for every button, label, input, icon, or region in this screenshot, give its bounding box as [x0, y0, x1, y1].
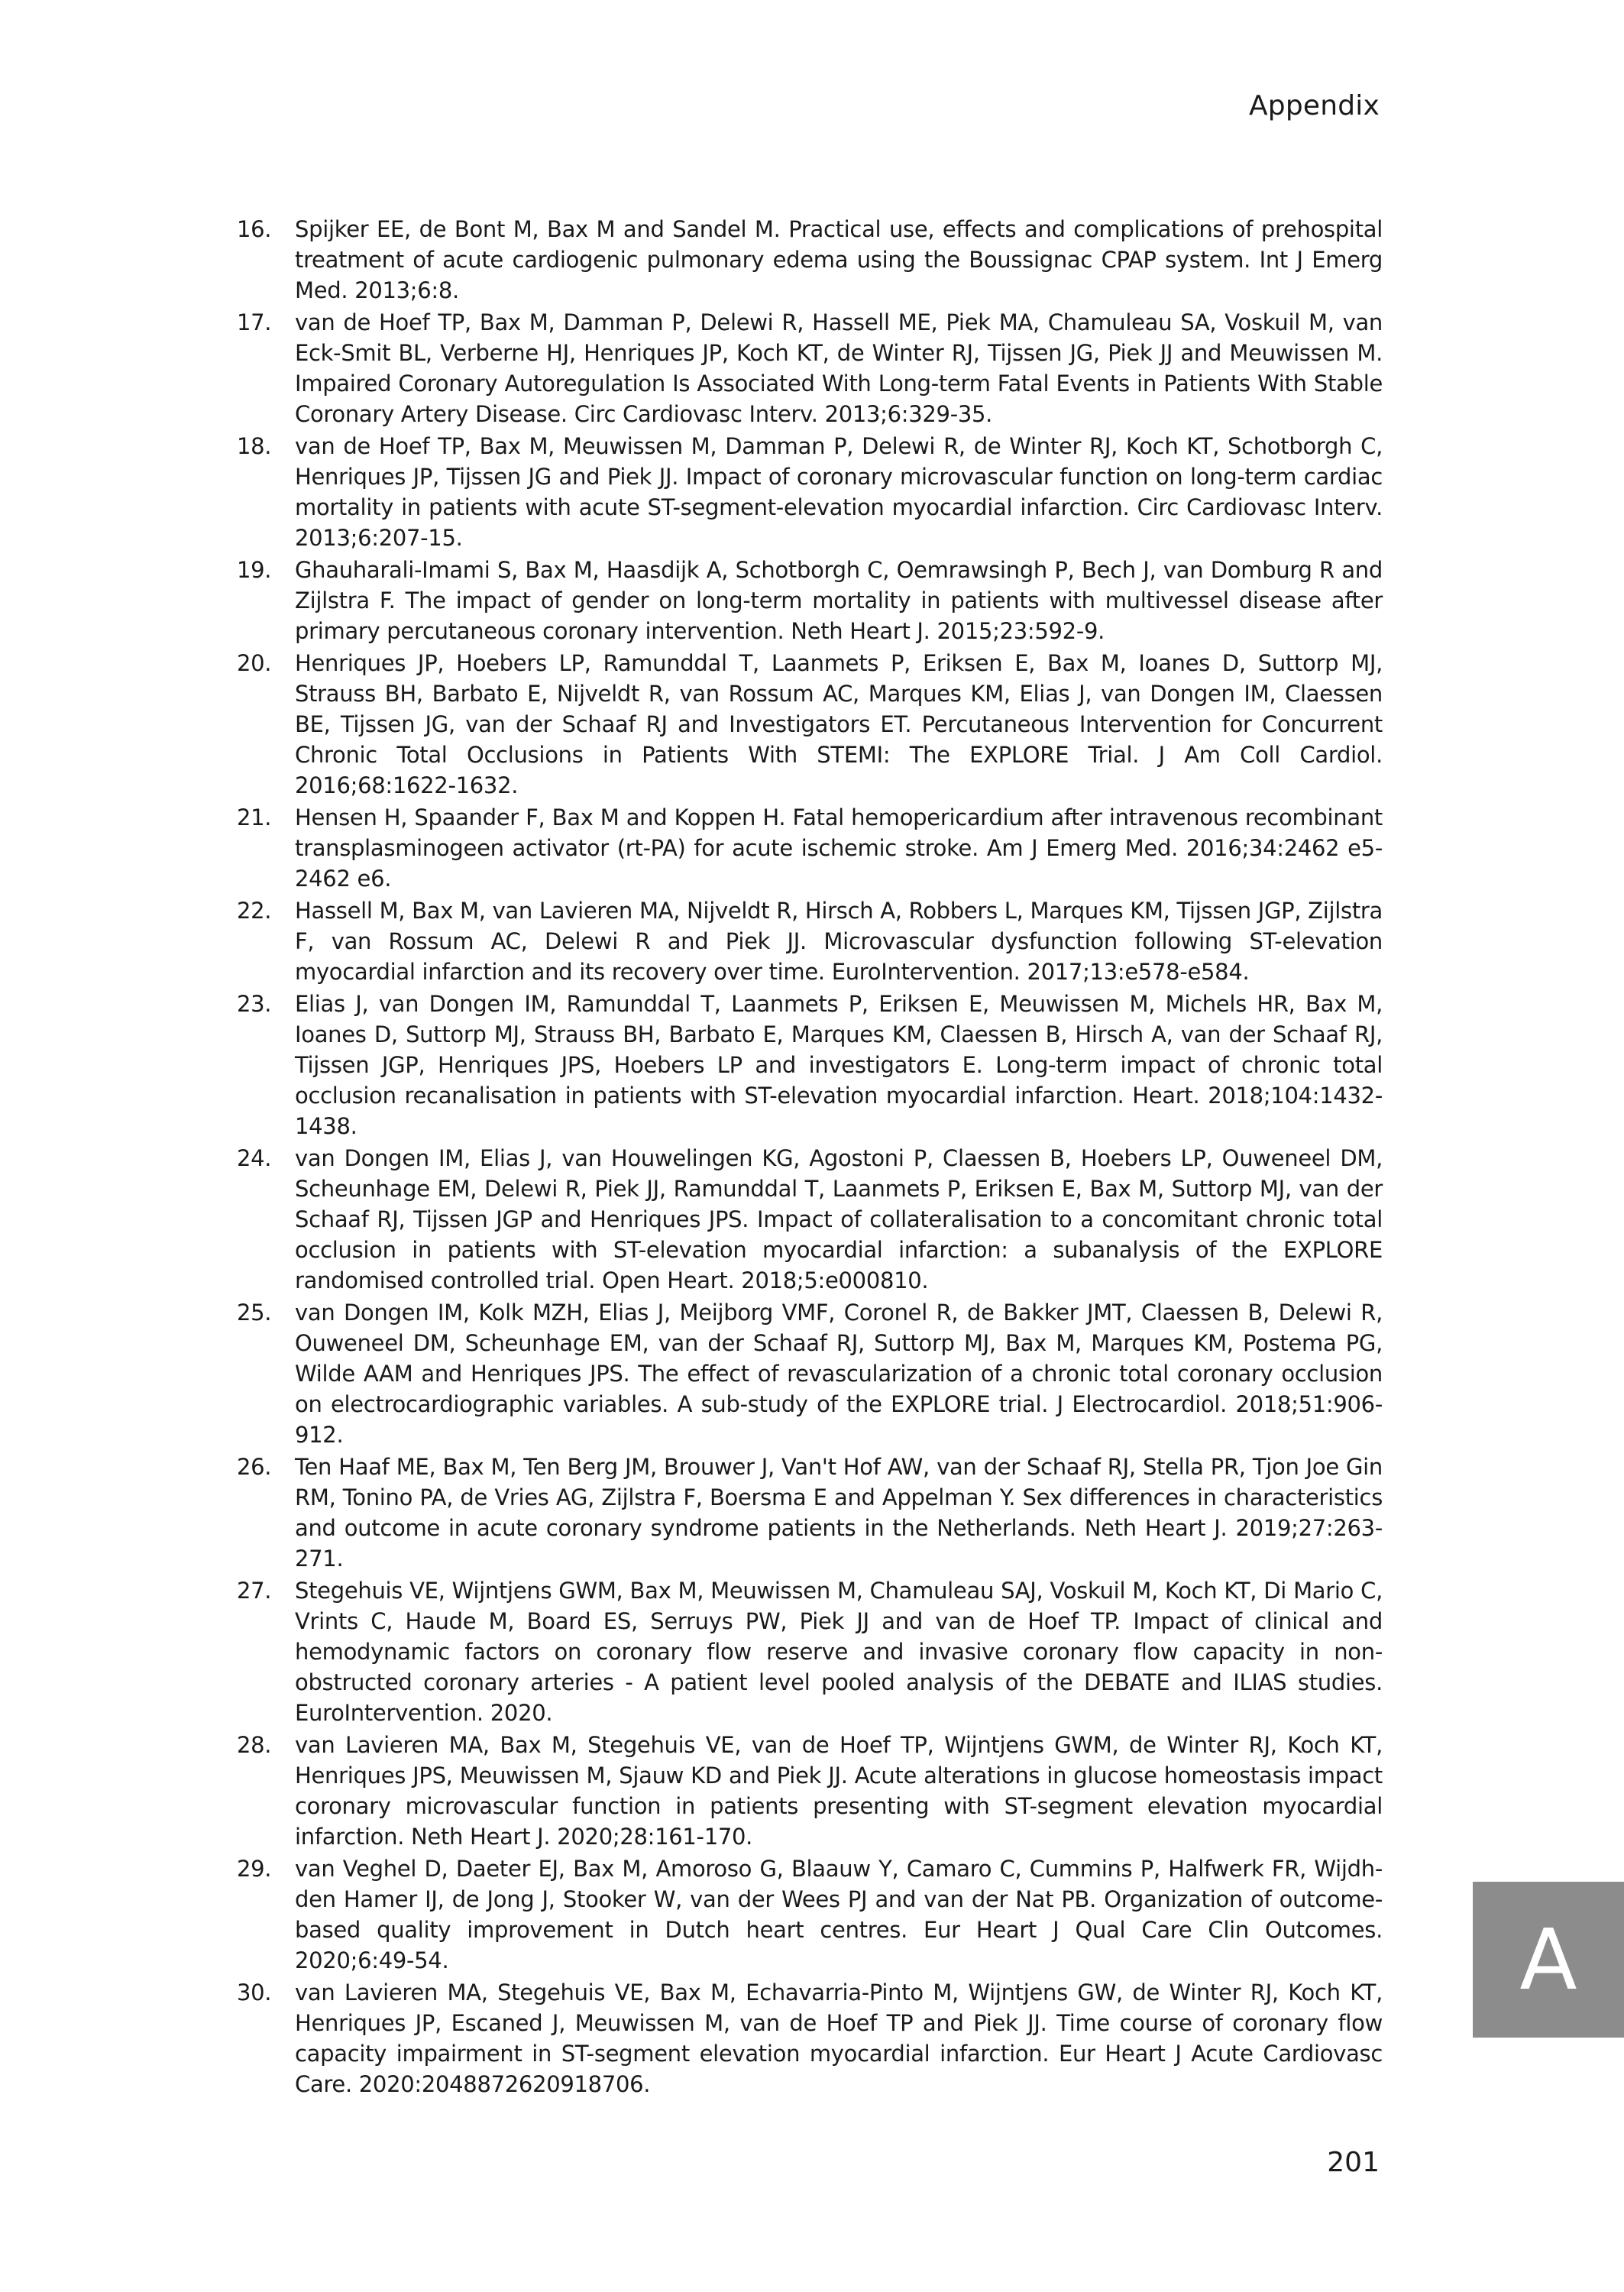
reference-item: [237, 307, 1383, 429]
reference-text: van de Hoef TP, Bax M, Damman P, Delewi R, Hassell ME, Piek MA, Chamuleau SA, Voskuil M, van Eck-Smit BL, Verberne HJ, Henriques JP, Koch KT, de Winter RJ, Tijssen JG, Piek JJ and Meuwissen M. Impaired Coronary Autoregulation Is Associated With Long-term Fatal Events in Patients With Stable Coronary Artery Disease. Circ Cardiovasc Interv. 2013;6:329-35.: [295, 309, 1383, 427]
reference-item: [237, 555, 1383, 646]
reference-number: 21.: [237, 804, 272, 830]
reference-number: 20.: [237, 650, 272, 676]
reference-number: 23.: [237, 991, 272, 1017]
reference-item: [237, 431, 1383, 553]
reference-text: van Lavieren MA, Stegehuis VE, Bax M, Echavarria-Pinto M, Wijntjens GW, de Winter RJ, Koch KT, Henriques JP, Escaned J, Meuwissen M, van de Hoef TP and Piek JJ. Time course of coronary flow capacity impairment in ST-segment elevation myocardial infarction. Eur Heart J Acute Cardiovasc Care. 2020:2048872620918706.: [295, 1980, 1383, 2097]
reference-text: Elias J, van Dongen IM, Ramunddal T, Laanmets P, Eriksen E, Meuwissen M, Michels HR, Bax M, Ioanes D, Suttorp MJ, Strauss BH, Barbato E, Marques KM, Claessen B, Hirsch A, van der Schaaf RJ, Tijssen JGP, Henriques JPS, Hoebers LP and investigators E. Long-term impact of chronic total occlusion recanalisation in patients with ST-elevation myocardial infarction. Heart. 2018;104:1432-1438.: [295, 991, 1383, 1139]
reference-item: [237, 895, 1383, 987]
reference-number: 27.: [237, 1578, 272, 1604]
reference-item: [237, 1730, 1383, 1852]
reference-number: 19.: [237, 557, 272, 583]
reference-item: [237, 1575, 1383, 1728]
reference-list: [237, 214, 1383, 2101]
reference-item: [237, 1452, 1383, 1574]
chapter-letter: A: [1519, 1911, 1577, 2009]
reference-number: 16.: [237, 216, 272, 242]
reference-text: Hassell M, Bax M, van Lavieren MA, Nijveldt R, Hirsch A, Robbers L, Marques KM, Tijssen JGP, Zijlstra F, van Rossum AC, Delewi R and Piek JJ. Microvascular dysfunction following ST-elevation myocardial infarction and its recovery over time. EuroIntervention. 2017;13:e578-e584.: [295, 898, 1383, 985]
reference-number: 30.: [237, 1980, 272, 2006]
reference-text: van Lavieren MA, Bax M, Stegehuis VE, van de Hoef TP, Wijntjens GWM, de Winter RJ, Koch KT, Henriques JPS, Meuwissen M, Sjauw KD and Piek JJ. Acute alterations in glucose homeostasis impact coronary microvascular function in patients presenting with ST-segment elevation myocardial infarction. Neth Heart J. 2020;28:161-170.: [295, 1732, 1383, 1850]
reference-item: [237, 1297, 1383, 1450]
reference-number: 17.: [237, 309, 272, 335]
reference-text: van de Hoef TP, Bax M, Meuwissen M, Damman P, Delewi R, de Winter RJ, Koch KT, Schotborgh C, Henriques JP, Tijssen JG and Piek JJ. Impact of coronary microvascular function on long-term cardiac mortality in patients with acute ST-segment-elevation myocardial infarction. Circ Cardiovasc Interv. 2013;6:207-15.: [295, 433, 1383, 551]
reference-item: [237, 648, 1383, 801]
reference-text: van Dongen IM, Elias J, van Houwelingen KG, Agostoni P, Claessen B, Hoebers LP, Ouweneel DM, Scheunhage EM, Delewi R, Piek JJ, Ramunddal T, Laanmets P, Eriksen E, Bax M, Suttorp MJ, van der Schaaf RJ, Tijssen JGP and Henriques JPS. Impact of collateralisation to a concomitant chronic total occlusion in patients with ST-elevation myocardial infarction: a subanalysis of the EXPLORE randomised controlled trial. Open Heart. 2018;5:e000810.: [295, 1145, 1383, 1293]
reference-number: 28.: [237, 1732, 272, 1758]
running-header: Appendix: [1248, 90, 1380, 121]
reference-text: Ten Haaf ME, Bax M, Ten Berg JM, Brouwer J, Van't Hof AW, van der Schaaf RJ, Stella PR, Tjon Joe Gin RM, Tonino PA, de Vries AG, Zijlstra F, Boersma E and Appelman Y. Sex differences in characteristics and outcome in acute coronary syndrome patients in the Netherlands. Neth Heart J. 2019;27:263-271.: [295, 1454, 1383, 1572]
chapter-tab: [1473, 1882, 1624, 2038]
reference-item: [237, 802, 1383, 894]
reference-text: van Veghel D, Daeter EJ, Bax M, Amoroso G, Blaauw Y, Camaro C, Cummins P, Halfwerk FR, Wijdh-den Hamer IJ, de Jong J, Stooker W, van der Wees PJ and van der Nat PB. Organization of outcome-based quality improvement in Dutch heart centres. Eur Heart J Qual Care Clin Outcomes. 2020;6:49-54.: [295, 1856, 1383, 1973]
reference-number: 26.: [237, 1454, 272, 1480]
reference-item: [237, 1853, 1383, 1976]
reference-number: 25.: [237, 1300, 272, 1326]
reference-text: Henriques JP, Hoebers LP, Ramunddal T, Laanmets P, Eriksen E, Bax M, Ioanes D, Suttorp MJ, Strauss BH, Barbato E, Nijveldt R, van Rossum AC, Marques KM, Elias J, van Dongen IM, Claessen BE, Tijssen JG, van der Schaaf RJ and Investigators ET. Percutaneous Intervention for Concurrent Chronic Total Occlusions in Patients With STEMI: The EXPLORE Trial. J Am Coll Cardiol. 2016;68:1622-1632.: [295, 650, 1383, 798]
reference-text: van Dongen IM, Kolk MZH, Elias J, Meijborg VMF, Coronel R, de Bakker JMT, Claessen B, Delewi R, Ouweneel DM, Scheunhage EM, van der Schaaf RJ, Suttorp MJ, Bax M, Marques KM, Postema PG, Wilde AAM and Henriques JPS. The effect of revascularization of a chronic total coronary occlusion on electrocardiographic variables. A sub-study of the EXPLORE trial. J Electrocardiol. 2018;51:906-912.: [295, 1300, 1383, 1448]
reference-number: 24.: [237, 1145, 272, 1171]
reference-item: [237, 989, 1383, 1141]
page-number: 201: [1327, 2147, 1380, 2178]
reference-text: Spijker EE, de Bont M, Bax M and Sandel M. Practical use, effects and complications of prehospital treatment of acute cardiogenic pulmonary edema using the Boussignac CPAP system. Int J Emerg Med. 2013;6:8.: [295, 216, 1383, 303]
reference-item: [237, 1977, 1383, 2099]
reference-number: 18.: [237, 433, 272, 459]
reference-text: Hensen H, Spaander F, Bax M and Koppen H. Fatal hemopericardium after intravenous recombinant transplasminogeen activator (rt-PA) for acute ischemic stroke. Am J Emerg Med. 2016;34:2462 e5-2462 e6.: [295, 804, 1383, 892]
reference-text: Ghauharali-Imami S, Bax M, Haasdijk A, Schotborgh C, Oemrawsingh P, Bech J, van Domburg R and Zijlstra F. The impact of gender on long-term mortality in patients with multivessel disease after primary percutaneous coronary intervention. Neth Heart J. 2015;23:592-9.: [295, 557, 1383, 644]
reference-item: [237, 1143, 1383, 1296]
reference-item: [237, 214, 1383, 306]
reference-text: Stegehuis VE, Wijntjens GWM, Bax M, Meuwissen M, Chamuleau SAJ, Voskuil M, Koch KT, Di Mario C, Vrints C, Haude M, Board ES, Serruys PW, Piek JJ and van de Hoef TP. Impact of clinical and hemodynamic factors on coronary flow reserve and invasive coronary flow capacity in non-obstructed coronary arteries - A patient level pooled analysis of the DEBATE and ILIAS studies. EuroIntervention. 2020.: [295, 1578, 1383, 1726]
reference-number: 22.: [237, 898, 272, 924]
reference-number: 29.: [237, 1856, 272, 1882]
